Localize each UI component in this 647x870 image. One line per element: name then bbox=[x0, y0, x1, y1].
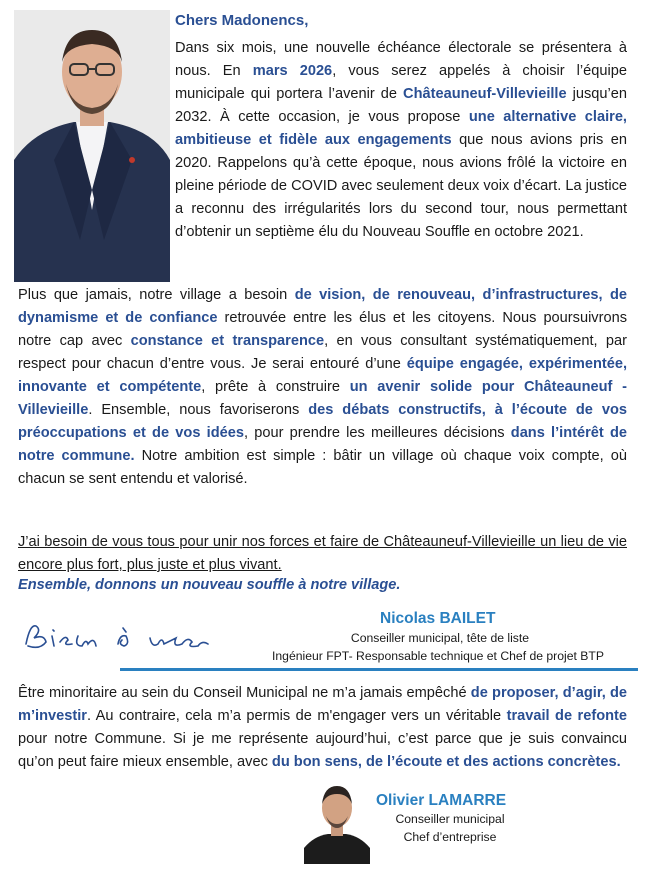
intro-paragraph bbox=[175, 37, 627, 244]
highlighted-text: de vision, de renouveau, d’infrastructures, de dynamisme et de confiance bbox=[18, 287, 627, 326]
second-candidate-photo bbox=[304, 778, 370, 864]
highlighted-text: mars 2026 bbox=[252, 63, 333, 79]
greeting: Chers Madonencs, bbox=[175, 12, 309, 29]
second-signer-role: Conseiller municipal bbox=[395, 812, 505, 826]
signer-occupation: Ingénieur FPT- Responsable technique et Chef de projet BTP bbox=[272, 649, 604, 663]
text-run: . Ensemble, nous favoriserons bbox=[88, 402, 309, 418]
handwritten-signature bbox=[22, 614, 232, 660]
highlighted-text: de proposer, d’agir, de m’investir bbox=[18, 685, 627, 724]
text-run: , pour prendre les meilleures décisions bbox=[243, 425, 511, 441]
highlighted-text: constance et transparence bbox=[130, 333, 325, 349]
highlighted-text: équipe engagée, expérimentée, innovante et compétente bbox=[18, 356, 627, 395]
text-run: retrouvée entre les élus et les citoyens. Nous poursuivrons notre cap avec bbox=[18, 310, 627, 349]
text-run: Plus que jamais, notre village a besoin bbox=[18, 287, 295, 303]
text-run: jusqu’en 2032. À cette occasion, je vous propose bbox=[175, 86, 627, 125]
text-run: Notre ambition est simple : bâtir un village où chaque voix compte, où chacun se sent entendu et valorisé. bbox=[18, 448, 627, 487]
highlighted-text: dans l’intérêt de notre commune. bbox=[18, 425, 627, 464]
text-run: Être minoritaire au sein du Conseil Municipal ne m’a jamais empêché bbox=[18, 685, 471, 701]
vision-paragraph bbox=[18, 284, 627, 491]
section-divider bbox=[120, 668, 638, 671]
highlighted-text: Châteauneuf-Villevieille bbox=[403, 86, 567, 102]
highlighted-text: du bon sens, de l’écoute et des actions concrètes. bbox=[271, 754, 621, 770]
candidate-photo bbox=[14, 10, 170, 282]
closing-line: Ensemble, donnons un nouveau souffle à notre village. bbox=[18, 577, 401, 593]
portrait-illustration-2 bbox=[304, 778, 370, 864]
highlighted-text: travail de refonte bbox=[506, 708, 627, 724]
highlighted-text: une alternative claire, ambitieuse et fidèle aux engagements bbox=[175, 109, 627, 148]
text-run: , en vous consultant systématiquement, par respect pour chacun d’entre vous. Je serai entouré d’une bbox=[18, 333, 627, 372]
text-run: Dans six mois, une nouvelle échéance électorale se présentera à nous. En bbox=[175, 40, 627, 79]
text-run: , prête à construire bbox=[201, 379, 350, 395]
second-candidate-paragraph bbox=[18, 682, 627, 774]
highlighted-text: un avenir solide pour Châteauneuf - Villevieille bbox=[18, 379, 627, 418]
text-run: que nous avions pris en 2020. Rappelons qu’à cette époque, nous avions frôlé la victoire en pleine période de COVID avec seulement deux voix d’écart. La justice a reconnu des irrégularités lors du second tour, nous permettant d’obtenir un septième élu du Nouveau Souffle en octobre 2021. bbox=[175, 132, 627, 240]
call-to-action: J’ai besoin de vous tous pour unir nos forces et faire de Châteauneuf-Villevieille un lieu de vie encore plus fort, plus juste et plus vivant. bbox=[18, 534, 627, 573]
highlighted-text: des débats constructifs, à l’écoute de vos préoccupations et de vos idées bbox=[18, 402, 628, 441]
text-run: , vous serez appelés à choisir l’équipe municipale qui portera l’avenir de bbox=[175, 63, 627, 102]
second-signer-occupation: Chef d’entreprise bbox=[403, 830, 497, 844]
text-run: . Au contraire, cela m’a permis de m'engager vers un véritable bbox=[86, 708, 507, 724]
signer-role: Conseiller municipal, tête de liste bbox=[350, 631, 530, 645]
portrait-illustration bbox=[14, 10, 170, 282]
signer-name: Nicolas BAILET bbox=[380, 610, 496, 627]
text-run: pour notre Commune. Si je me représente aujourd’hui, c’est parce que je suis convaincu qu’on peut faire mieux ensemble, avec bbox=[18, 731, 627, 770]
second-signer-name: Olivier LAMARRE bbox=[376, 792, 507, 809]
